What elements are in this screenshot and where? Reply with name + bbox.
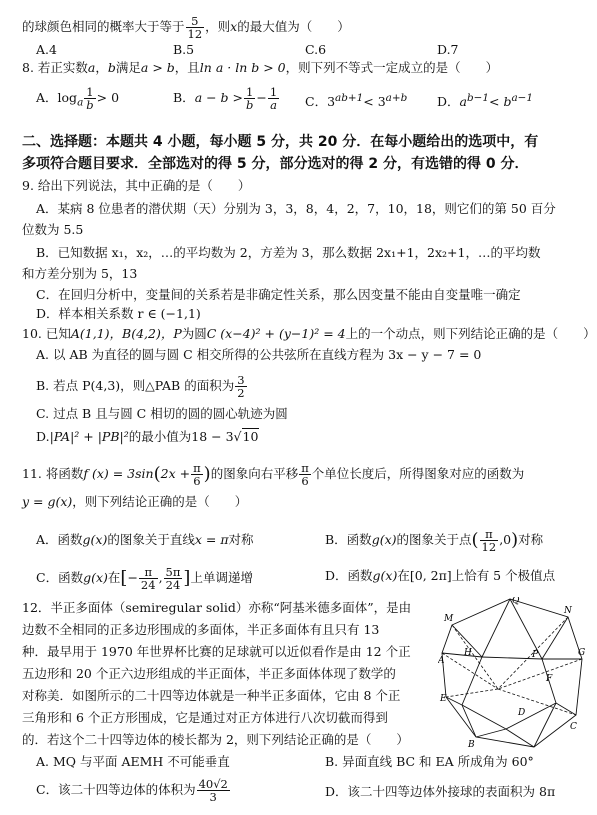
q7-option-c: C.6 [305, 42, 327, 57]
q11-option-d: D．函数g(x)在[0, 2π]上恰有 5 个极值点 [325, 568, 556, 583]
q12-line7: 的．若这个二十四等边体的棱长都为 2，则下列结论正确的是（ ） [22, 732, 409, 747]
q9-option-a-line1: A．某病 8 位患者的潜伏期（天）分别为 3，3，8，4，2，7，10，18，则它们的第 50 百分 [36, 201, 556, 216]
q11-option-c: C．函数g(x)在[− $\frac{\pi}{24}$ , $\frac{5\pi}{24}$ ]上单调递增 [36, 565, 253, 592]
q9-option-a-line2: 位数为 5.5 [22, 222, 84, 237]
q10-option-c: C. 过点 B 且与圆 C 相切的圆的圆心轨迹为圆 [36, 406, 288, 421]
q12-line1: 12．半正多面体（semiregular solid）亦称“阿基米德多面体”，是由 [22, 600, 412, 615]
q7-text: 的球颜色相同的概率大于等于 [22, 19, 185, 34]
q9-option-b-line1: B．已知数据 x₁，x₂，…的平均数为 2，方差为 3，那么数据 2x₁+1，2x₂+1，…的平均数 [36, 245, 541, 260]
vertex-label-q: Q [512, 597, 520, 606]
section2-heading-line2: 多项符合题目要求．全部选对的得 5 分，部分选对的得 2 分，有选错的得 0 分． [22, 156, 529, 172]
outline-edges [442, 599, 582, 747]
q9-option-d: D．样本相关系数 r ∈ (−1,1) [36, 306, 201, 321]
q10-stem: 10. 已知A(1,1)，B(4,2)，P为圆C (x−4)² + (y−1)² = 4上的一个动点，则下列结论正确的是（ ） [22, 326, 596, 341]
vertex-label-b: B [468, 740, 475, 750]
q12-line2: 边数不全相同的正多边形围成的多面体，半正多面体有且只有 13 [22, 622, 380, 637]
q8-option-a: A．$\log_a$ $\frac{1}{b}$ > 0 [36, 85, 120, 112]
q7-continuation: 的球颜色相同的概率大于等于 $\frac{5}{12}$ ，则x的最大值为（ ） [22, 14, 350, 41]
q7-fraction: $\frac{5}{12}$ [187, 14, 203, 41]
q9-option-c: C．在回归分析中，变量间的关系若是非确定性关系，那么因变量不能由自变量唯一确定 [36, 287, 521, 302]
q11-stem: 11. 将函数f (x) = 3sin(2x + $\frac{\pi}{6}$ )的图象向右平移 $\frac{\pi}{6}$ 个单位长度后，所得图象对应的函数为 [22, 461, 525, 488]
q11-option-a: A．函数g(x)的图象关于直线x = π对称 [36, 532, 254, 547]
q9-stem: 9. 给出下列说法，其中正确的是（ ） [22, 178, 251, 193]
vertex-label-m: M [444, 614, 454, 624]
q8-option-b: B．a − b > $\frac{1}{b}$ − $\frac{1}{a}$ [173, 85, 278, 112]
vertex-label-c: C [570, 722, 577, 732]
q12-option-d: D．该二十四等边体外接球的表面积为 8π [325, 784, 556, 799]
vertex-label-d: D [518, 708, 526, 718]
q8-stem: 8. 若正实数a，b满足a > b，且ln a · ln b > 0，则下列不等式一定成立的是（ ） [22, 60, 499, 75]
q8-option-d: D．$a^{b-1}< b^{a-1}$ [437, 92, 533, 110]
q12-line4: 五边形和 20 个正六边形组成的半正面体，半正多面体体现了数学的 [22, 666, 396, 681]
section2-heading-line1: 二、选择题：本题共 4 小题，每小题 5 分，共 20 分．在每小题给出的选项中，有 [22, 134, 539, 150]
q12-line6: 三角形和 6 个正方形围成，它是通过对正方体进行八次切截而得到 [22, 710, 388, 725]
q7-option-d: D.7 [437, 42, 459, 57]
vertex-label-g: G [578, 648, 586, 658]
q7-option-b: B.5 [173, 42, 195, 57]
vertex-label-n: N [564, 606, 572, 616]
vertex-label-a: A [438, 656, 445, 666]
q12-line5: 对称美．如图所示的二十四等边体就是一种半正多面体，它由 8 个正 [22, 688, 401, 703]
vertex-label-f: F [546, 674, 553, 684]
q10-option-d: D.|PA|² + |PB|²的最小值为18 − 3√10 [36, 429, 259, 444]
vertex-label-h: H [464, 648, 472, 658]
q12-option-b: B. 异面直线 BC 和 EA 所成角为 60° [325, 754, 534, 769]
q10-option-a: A. 以 AB 为直径的圆与圆 C 相交所得的公共弦所在直线方程为 3x − y − 7 = 0 [36, 347, 482, 362]
polyhedron-figure [438, 597, 590, 751]
q12-option-c: C．该二十四等边体的体积为 $\frac{40√2}{3}$ [36, 777, 228, 804]
q8-option-c: C．$3^{ab+1}< 3^{a+b}$ [305, 92, 408, 110]
q12-option-a: A. MQ 与平面 AEMH 不可能垂直 [36, 754, 230, 769]
vertex-label-e: E [440, 694, 447, 704]
q11-stem-line2: y = g(x)，则下列结论正确的是（ ） [22, 494, 248, 509]
vertex-label-p: P [532, 650, 539, 660]
q9-option-b-line2: 和方差分别为 5，13 [22, 266, 138, 281]
q7-option-a: A.4 [36, 42, 57, 57]
q11-option-b: B．函数g(x)的图象关于点( $\frac{\pi}{12}$ ,0)对称 [325, 527, 544, 554]
q10-option-b: B. 若点 P(4,3)，则△PAB 的面积为 $\frac{3}{2}$ [36, 373, 245, 400]
q12-line3: 种．最早用于 1970 年世界杯比赛的足球就可以近似看作是由 12 个正 [22, 644, 411, 659]
